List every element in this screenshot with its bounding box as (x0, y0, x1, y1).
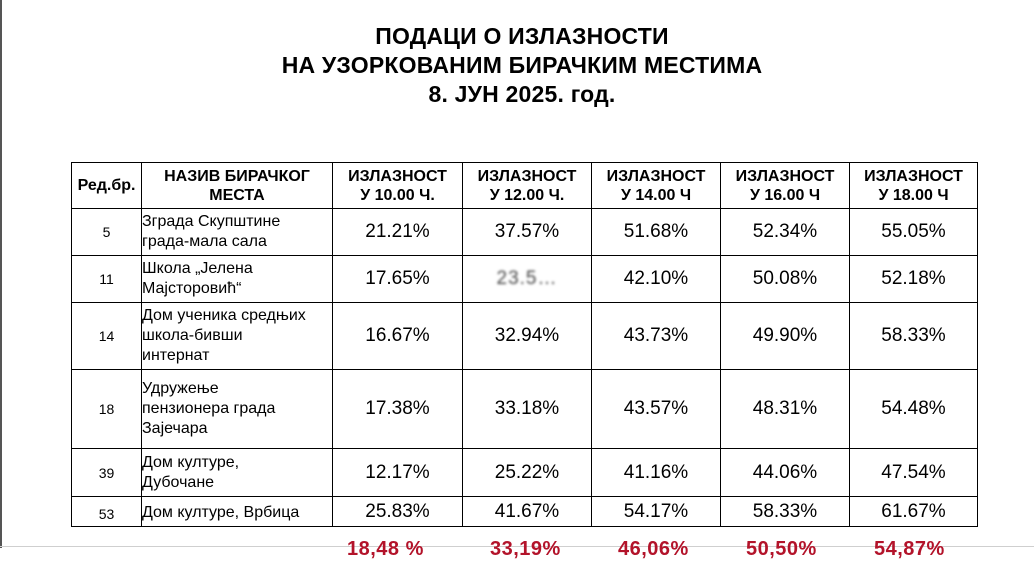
name-line: Удружење (142, 380, 219, 397)
polling-station-name (142, 497, 333, 527)
header-number: Ред.бр. (72, 163, 142, 209)
header-turnout-label: ИЗЛАЗНОСТ (864, 167, 963, 185)
table-row (72, 303, 978, 370)
total-turnout-14: 46,06% (618, 538, 689, 560)
header-turnout-label: ИЗЛАЗНОСТ (477, 167, 577, 185)
total-turnout-16: 50,50% (746, 538, 817, 560)
title-line-3: 8. ЈУН 2025. год. (428, 81, 616, 107)
turnout-cell: 58.33% (850, 303, 978, 370)
header-turnout-time: У 18.00 Ч (878, 186, 949, 204)
turnout-cell: 44.06% (721, 449, 850, 497)
polling-station-name (142, 256, 333, 303)
turnout-cell: 42.10% (592, 256, 721, 303)
turnout-cell: 12.17% (333, 449, 463, 497)
turnout-cell: 48.31% (721, 370, 850, 449)
turnout-cell: 58.33% (721, 497, 850, 527)
header-turnout-12 (463, 163, 592, 209)
name-line: града-мала сала (142, 233, 267, 250)
row-number: 53 (72, 497, 142, 527)
header-turnout-14 (592, 163, 721, 209)
total-turnout-12: 33,19% (490, 538, 561, 560)
header-name-line-1: НАЗИВ БИРАЧКОГ (164, 167, 310, 185)
row-number: 11 (72, 256, 142, 303)
turnout-cell: 52.34% (721, 209, 850, 256)
name-line: Дубочане (142, 473, 215, 491)
header-turnout-label: ИЗЛАЗНОСТ (606, 167, 706, 185)
turnout-cell: 49.90% (721, 303, 850, 370)
turnout-cell: 41.67% (463, 497, 592, 527)
turnout-cell: 25.22% (463, 449, 592, 497)
turnout-cell: 54.17% (592, 497, 721, 527)
name-line: Дом културе, Врбица (142, 504, 300, 521)
header-polling-station (142, 163, 333, 209)
turnout-cell: 17.38% (333, 370, 463, 449)
header-turnout-label: ИЗЛАЗНОСТ (348, 167, 447, 185)
polling-station-name (142, 303, 333, 370)
totals-row (0, 538, 1034, 560)
row-number: 5 (72, 209, 142, 256)
turnout-cell: 43.73% (592, 303, 721, 370)
document-title (0, 22, 1034, 109)
table-header-row (72, 163, 978, 209)
polling-station-name (142, 370, 333, 449)
turnout-cell: 61.67% (850, 497, 978, 527)
row-number: 39 (72, 449, 142, 497)
total-turnout-10: 18,48 % (347, 538, 424, 560)
header-name-line-2: МЕСТА (209, 186, 265, 204)
name-line: Школа „Јелена (142, 260, 253, 277)
turnout-cell: 41.16% (592, 449, 721, 497)
turnout-cell: 32.94% (463, 303, 592, 370)
turnout-cell: 43.57% (592, 370, 721, 449)
turnout-table (71, 162, 978, 527)
table-row (72, 497, 978, 527)
turnout-cell: 51.68% (592, 209, 721, 256)
header-turnout-10 (333, 163, 463, 209)
polling-station-name (142, 209, 333, 256)
header-turnout-time: У 16.00 Ч (749, 186, 821, 204)
name-line: Дом ученика средњих (142, 307, 306, 324)
title-line-2: НА УЗОРКОВАНИМ БИРАЧКИМ МЕСТИМА (281, 52, 763, 78)
row-number: 14 (72, 303, 142, 370)
title-line-1: ПОДАЦИ О ИЗЛАЗНОСТИ (375, 23, 669, 49)
turnout-cell: 25.83% (333, 497, 463, 527)
turnout-cell: 16.67% (333, 303, 463, 370)
table-row (72, 449, 978, 497)
header-turnout-time: У 12.00 Ч. (489, 186, 565, 204)
name-line: Зграда Скупштине (142, 213, 281, 230)
turnout-cell: 21.21% (333, 209, 463, 256)
turnout-cell: 17.65% (333, 256, 463, 303)
name-line: школа-бивши (142, 327, 243, 344)
header-turnout-18 (850, 163, 978, 209)
total-turnout-18: 54,87% (874, 538, 945, 560)
turnout-cell: 33.18% (463, 370, 592, 449)
turnout-cell: 47.54% (850, 449, 978, 497)
header-turnout-label: ИЗЛАЗНОСТ (735, 167, 835, 185)
table-row (72, 209, 978, 256)
row-number: 18 (72, 370, 142, 449)
turnout-cell (463, 256, 592, 303)
name-line: интернат (142, 347, 210, 364)
header-turnout-time: У 14.00 Ч (620, 186, 692, 204)
header-turnout-time: У 10.00 Ч. (360, 186, 435, 204)
name-line: пензионера града (142, 400, 276, 417)
header-turnout-16 (721, 163, 850, 209)
turnout-cell: 54.48% (850, 370, 978, 449)
turnout-cell: 50.08% (721, 256, 850, 303)
name-line: Дом културе, (142, 453, 240, 471)
turnout-cell: 37.57% (463, 209, 592, 256)
table-row (72, 256, 978, 303)
turnout-cell: 55.05% (850, 209, 978, 256)
name-line: Зајечара (142, 420, 208, 437)
polling-station-name (142, 449, 333, 497)
turnout-cell: 52.18% (850, 256, 978, 303)
obscured-value: 23.5… (496, 268, 558, 289)
table-row (72, 370, 978, 449)
name-line: Мајсторовић“ (142, 280, 242, 297)
